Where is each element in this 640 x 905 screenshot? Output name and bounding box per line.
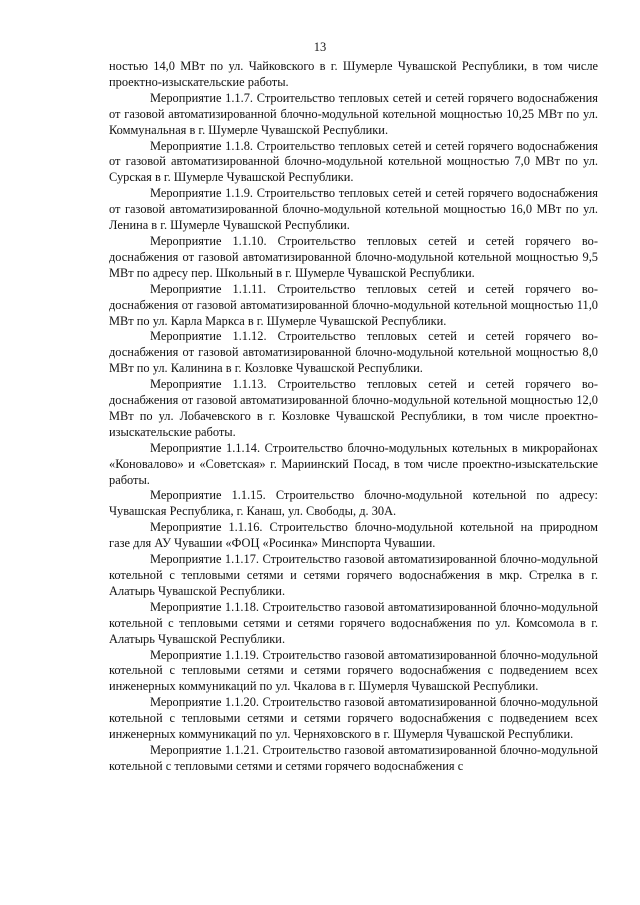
paragraph-measure-1-1-18: Мероприятие 1.1.18. Строительство газовой автоматизированной блочно-модульной котельной с тепловыми сетями и сетями горячего водоснабжения по ул. Комсомола в г. Алатырь Чувашской Республики. — [109, 599, 598, 646]
paragraph-measure-1-1-16: Мероприятие 1.1.16. Строительство блочно-модульной котельной на природном газе для АУ Чувашии «ФОЦ «Росинка» Минспорта Чувашии. — [109, 520, 598, 551]
paragraph-measure-1-1-11: Мероприятие 1.1.11. Строительство тепловых сетей и сетей горячего водоснабжения от газовой автоматизированной блочно-модульной котельной мощностью 11,0 МВт по ул. Карла Маркса в г. Шумерле Чувашской Республики. — [109, 281, 598, 328]
paragraph-continuation: ностью 14,0 МВт по ул. Чайковского в г. Шумерле Чувашской Республики, в том числе проектно-изыскательские работы. — [109, 59, 598, 89]
paragraph-measure-1-1-8: Мероприятие 1.1.8. Строительство тепловых сетей и сетей горячего водоснабжения от газовой автоматизированной блочно-модульной котельной мощностью 7,0 МВт по ул. Сурская в г. Шумерле Чувашской Республики. — [109, 138, 598, 185]
paragraph-measure-1-1-12: Мероприятие 1.1.12. Строительство тепловых сетей и сетей горячего водоснабжения от газовой автоматизированной блочно-модульной котельной мощностью 8,0 МВт по ул. Калинина в г. Козловке Чувашской Республики. — [109, 329, 598, 376]
paragraph-measure-1-1-14: Мероприятие 1.1.14. Строительство блочно-модульных котельных в микрорайонах «Коновалово» и «Советская» г. Мариинский Посад, в том числе проектно-изыскательские работы. — [109, 440, 598, 487]
paragraph-measure-1-1-13: Мероприятие 1.1.13. Строительство тепловых сетей и сетей горячего водоснабжения от газовой автоматизированной блочно-модульной котельной мощностью 12,0 МВт по ул. Лобачевского в г. Козловке Чувашской Республики, в том числе проектно-изыскательские работы. — [109, 377, 598, 439]
paragraph-measure-1-1-9: Мероприятие 1.1.9. Строительство тепловых сетей и сетей горячего водоснабжения от газовой автоматизированной блочно-модульной котельной мощностью 16,0 МВт по ул. Ленина в г. Шумерле Чувашской Республики. — [109, 186, 598, 233]
page-number: 13 — [313, 40, 327, 54]
paragraph-measure-1-1-10: Мероприятие 1.1.10. Строительство тепловых сетей и сетей горячего водоснабжения от газовой автоматизированной блочно-модульной котельной мощностью 9,5 МВт по адресу пер. Школьный в г. Шумерле Чувашской Республики. — [109, 233, 598, 280]
paragraph-measure-1-1-20: Мероприятие 1.1.20. Строительство газовой автоматизированной блочно-модульной котельной с тепловыми сетями и сетями горячего водоснабжения с подведением всех инженерных коммуникаций по ул. Черняховского в г. Шумерля Чувашской Республики. — [109, 695, 598, 742]
paragraph-measure-1-1-17: Мероприятие 1.1.17. Строительство газовой автоматизированной блочно-модульной котельной с тепловыми сетями и сетями горячего водоснабжения в мкр. Стрелка в г. Алатырь Чувашской Республики. — [109, 552, 598, 598]
paragraph-measure-1-1-15: Мероприятие 1.1.15. Строительство блочно-модульной котельной по адресу: Чувашская Республика, г. Канаш, ул. Свободы, д. 30А. — [109, 488, 598, 519]
paragraph-measure-1-1-19: Мероприятие 1.1.19. Строительство газовой автоматизированной блочно-модульной котельной с тепловыми сетями и сетями горячего водоснабжения с подведением всех инженерных коммуникаций по ул. Чкалова в г. Шумерля Чувашской Республики. — [109, 647, 598, 694]
paragraph-measure-1-1-21: Мероприятие 1.1.21. Строительство газовой автоматизированной блочно-модульной котельной с тепловыми сетями и сетями горячего водоснабжения с — [109, 742, 598, 773]
document-body — [109, 59, 598, 775]
paragraph-measure-1-1-7: Мероприятие 1.1.7. Строительство тепловых сетей и сетей горячего водоснабжения от газовой автоматизированной блочно-модульной котельной мощностью 10,25 МВт по ул. Коммунальная в г. Шумерле Чувашской Республики. — [109, 90, 598, 137]
